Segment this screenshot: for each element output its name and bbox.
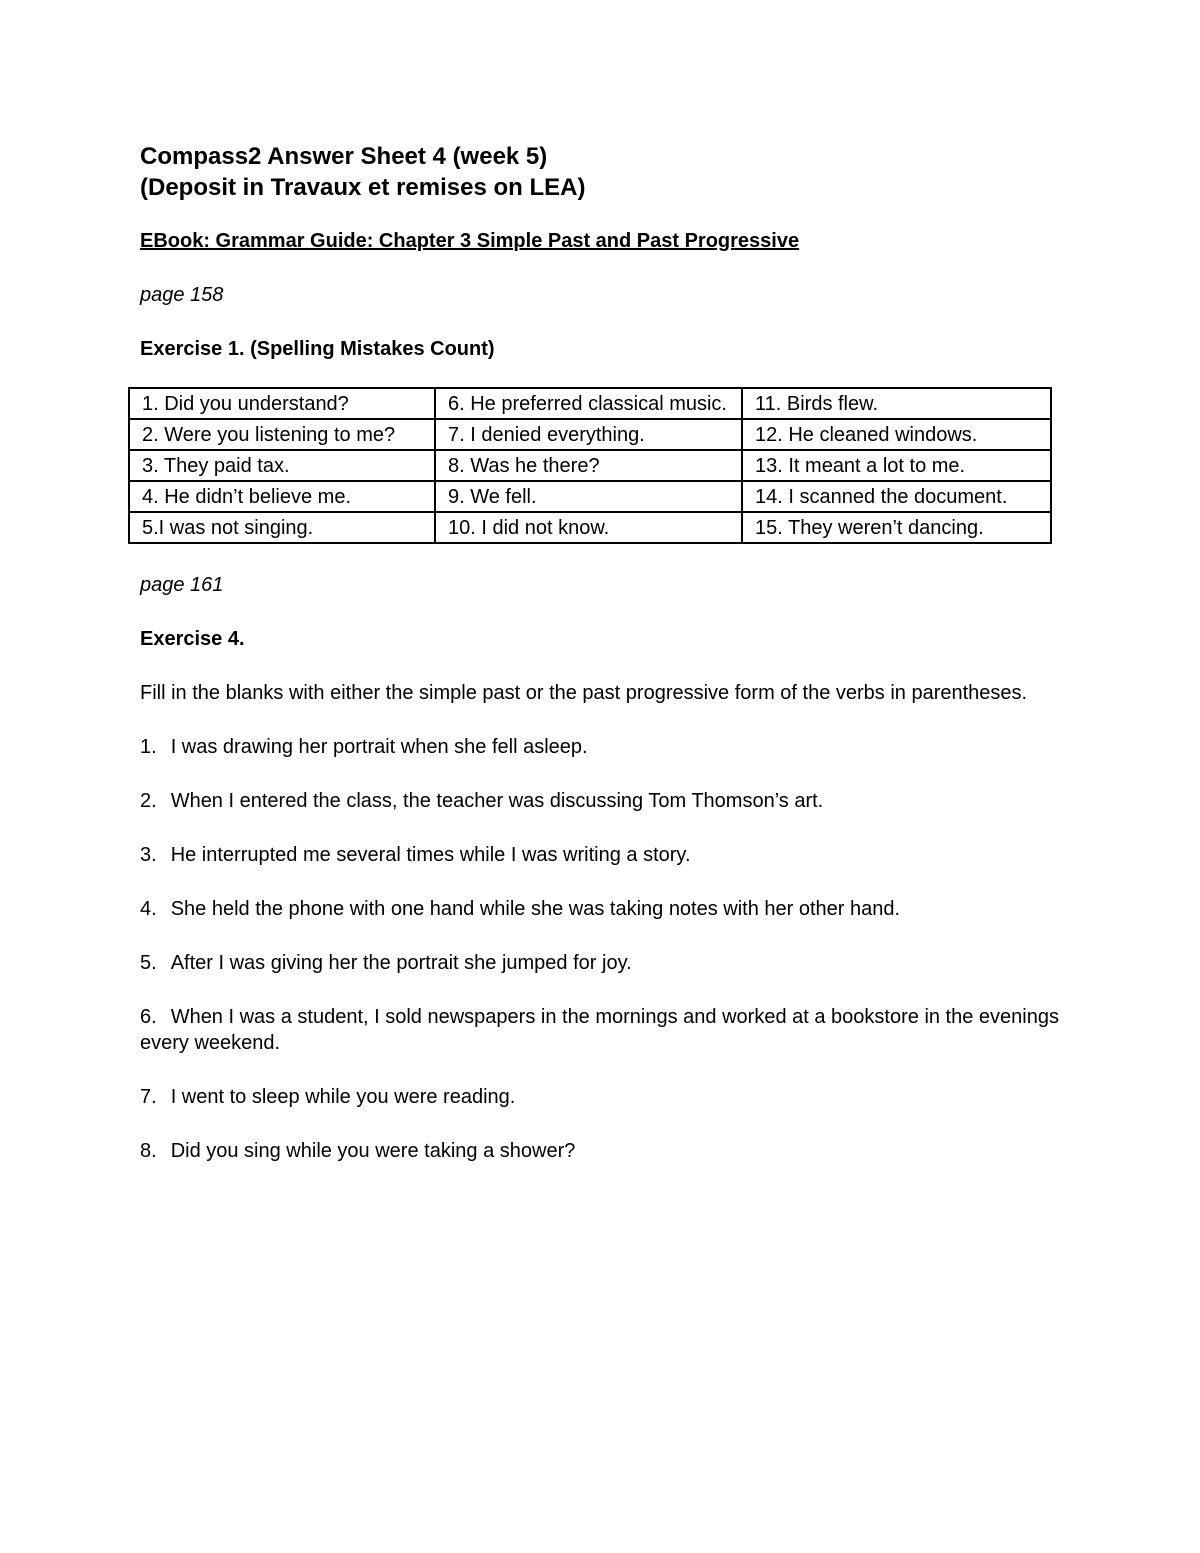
table-row xyxy=(129,450,1051,481)
document-title-line1: Compass2 Answer Sheet 4 (week 5) xyxy=(140,143,548,170)
document-content xyxy=(140,141,1060,1164)
item-text: She held the phone with one hand while she was taking notes with her other hand. xyxy=(170,898,901,920)
list-item xyxy=(140,788,1060,814)
item-number: 3. xyxy=(140,844,157,866)
table-cell: 14. I scanned the document. xyxy=(742,481,1051,512)
table-cell: 1. Did you understand? xyxy=(129,388,435,419)
exercise-1-title: Exercise 1. (Spelling Mistakes Count) xyxy=(140,338,495,360)
table-cell: 5.I was not singing. xyxy=(129,512,435,543)
list-item xyxy=(140,1004,1060,1056)
table-cell: 13. It meant a lot to me. xyxy=(742,450,1051,481)
list-item xyxy=(140,842,1060,868)
item-number: 5. xyxy=(140,952,157,974)
table-cell: 11. Birds flew. xyxy=(742,388,1051,419)
table-row xyxy=(129,419,1051,450)
table-cell: 6. He preferred classical music. xyxy=(435,388,742,419)
table-cell: 7. I denied everything. xyxy=(435,419,742,450)
exercise-4-instructions: Fill in the blanks with either the simple past or the past progressive form of the verbs in parentheses. xyxy=(140,682,1028,704)
item-text: When I entered the class, the teacher was discussing Tom Thomson’s art. xyxy=(170,790,824,812)
item-number: 7. xyxy=(140,1086,157,1108)
item-number: 4. xyxy=(140,898,157,920)
exercise-4-title: Exercise 4. xyxy=(140,628,245,650)
table-cell: 8. Was he there? xyxy=(435,450,742,481)
table-cell: 2. Were you listening to me? xyxy=(129,419,435,450)
item-number: 6. xyxy=(140,1006,157,1028)
table-cell: 9. We fell. xyxy=(435,481,742,512)
table-cell: 3. They paid tax. xyxy=(129,450,435,481)
item-text: After I was giving her the portrait she jumped for joy. xyxy=(170,952,632,974)
item-text: When I was a student, I sold newspapers in the mornings and worked at a bookstore in the evenings every weekend. xyxy=(140,1006,1059,1054)
item-number: 2. xyxy=(140,790,157,812)
document-title-line2: (Deposit in Travaux et remises on LEA) xyxy=(140,174,586,201)
table-cell: 10. I did not know. xyxy=(435,512,742,543)
table-row xyxy=(129,512,1051,543)
ebook-reference: EBook: Grammar Guide: Chapter 3 Simple Past and Past Progressive xyxy=(140,230,800,252)
list-item xyxy=(140,734,1060,760)
table-row xyxy=(129,388,1051,419)
exercise-1-answer-table xyxy=(128,387,1052,544)
list-item xyxy=(140,1084,1060,1110)
list-item xyxy=(140,896,1060,922)
list-item xyxy=(140,950,1060,976)
page-reference-161: page 161 xyxy=(140,574,224,596)
page-reference-158: page 158 xyxy=(140,284,224,306)
item-text: I was drawing her portrait when she fell asleep. xyxy=(170,736,588,758)
exercise-4-answer-list xyxy=(140,734,1060,1164)
table-row xyxy=(129,481,1051,512)
list-item xyxy=(140,1138,1060,1164)
item-text: Did you sing while you were taking a shower? xyxy=(170,1140,576,1162)
item-text: He interrupted me several times while I was writing a story. xyxy=(170,844,691,866)
item-number: 8. xyxy=(140,1140,157,1162)
table-cell: 15. They weren’t dancing. xyxy=(742,512,1051,543)
item-number: 1. xyxy=(140,736,157,758)
table-cell: 12. He cleaned windows. xyxy=(742,419,1051,450)
table-cell: 4. He didn’t believe me. xyxy=(129,481,435,512)
item-text: I went to sleep while you were reading. xyxy=(170,1086,516,1108)
